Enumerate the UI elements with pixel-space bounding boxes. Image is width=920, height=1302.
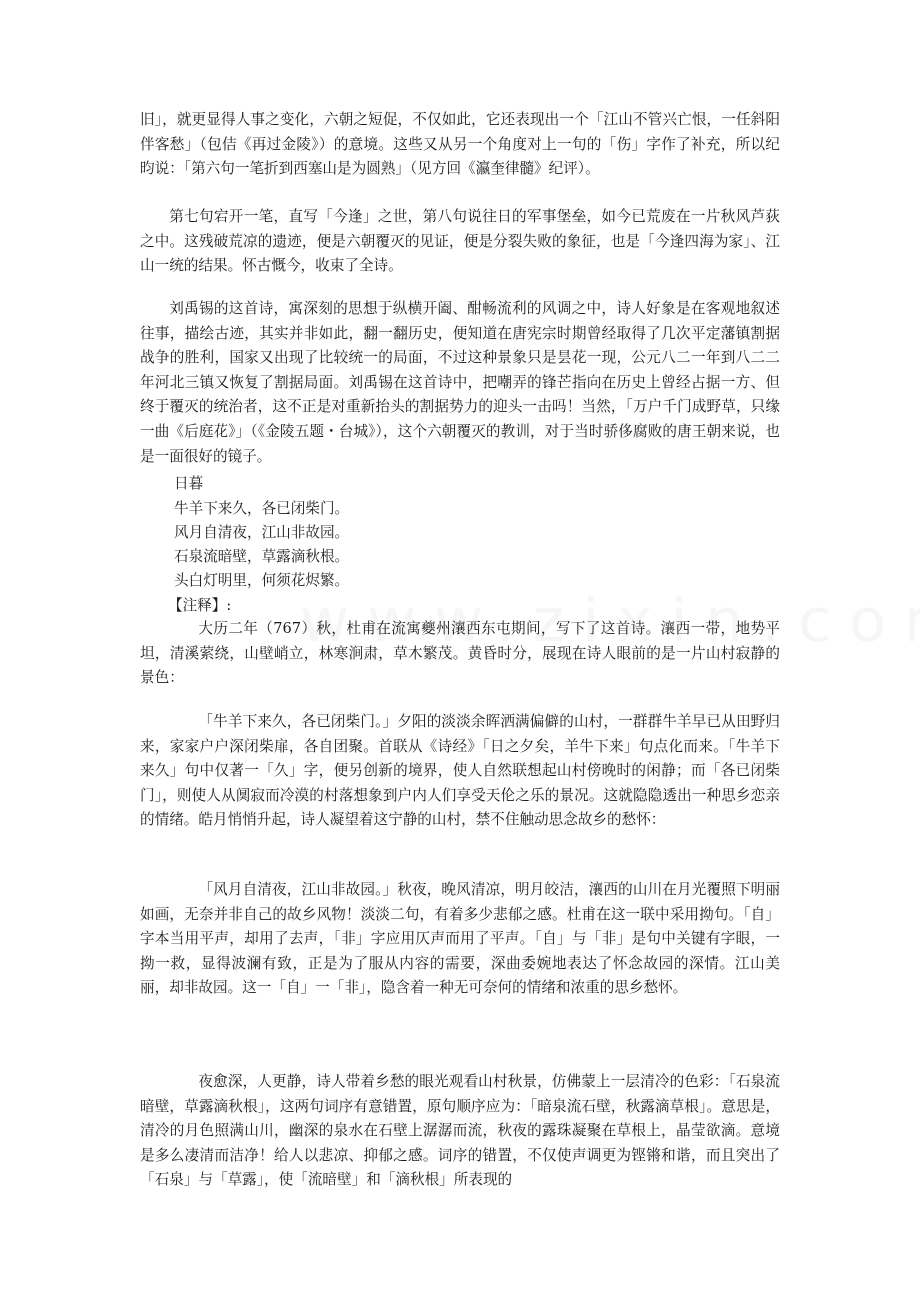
paragraph-2: 第七句宕开一笔，直写「今逢」之世，第八句说往日的军事堡垒，如今已荒废在一片秋风芦荻之中。这残破荒凉的遗迹，便是六朝覆灭的见证，便是分裂失败的象征，也是「今逢四海为家」、江山一统的结果。怀古慨今，收束了全诗。 [140,208,780,275]
paragraph-4: 大历二年（767）秋，杜甫在流寓夔州瀼西东屯期间，写下了这首诗。瀼西一带，地势平坦，清溪萦绕，山壁峭立，林寒涧肃，草木繁茂。黄昏时分，展现在诗人眼前的是一片山村寂静的景色： [140,620,780,687]
poem-line-2: 风月自清夜，江山非故园。 [174,524,350,541]
paragraph-5: 「牛羊下来久，各已闭柴门。」夕阳的淡淡余晖洒满偏僻的山村，一群群牛羊早已从田野归来，家家户户深闭柴扉，各自团聚。首联从《诗经》「日之夕矣，羊牛下来」句点化而来。「牛羊下来久」句中仅著一「久」字，便另创新的境界，使人自然联想起山村傍晚时的闲静；而「各已闭柴门」，则使人从阒寂而冷漠的村落想象到户内人们享受天伦之乐的景况。这就隐隐透出一种思乡恋亲的情绪。皓月悄悄升起，诗人凝望着这宁静的山村，禁不住触动思念故乡的愁怀： [140,713,780,829]
poem-line-4: 头白灯明里，何须花烬繁。 [174,572,350,589]
note-heading: 【注释】: [168,597,232,614]
poem-title: 日暮 [174,475,204,492]
paragraph-3: 刘禹锡的这首诗，寓深刻的思想于纵横开阖、酣畅流利的风调之中，诗人好象是在客观地叙述往事，描绘古迹，其实并非如此，翻一翻历史，便知道在唐宪宗时期曾经取得了几次平定藩镇割据战争的胜利，国家又出现了比较统一的局面，不过这种景象只是昙花一现，公元八二一年到八二二年河北三镇又恢复了割据局面。刘禹锡在这首诗中，把嘲弄的锋芒指向在历史上曾经占据一方、但终于覆灭的统治者，这不正是对重新抬头的割据势力的迎头一击吗！当然，「万户千门成野草，只缘一曲《后庭花》」（《金陵五题・台城》），这个六朝覆灭的教训，对于当时骄侈腐败的唐王朝来说，也是一面很好的镜子。 [140,300,780,465]
paragraph-6: 「风月自清夜，江山非故园。」秋夜，晚风清凉，明月皎洁，瀼西的山川在月光覆照下明丽如画，无奈并非自己的故乡风物！淡淡二句，有着多少悲郁之感。杜甫在这一联中采用拗句。「自」字本当用平声，却用了去声，「非」字应用仄声而用了平声。「自」与「非」是句中关键有字眼，一拗一救，显得波澜有致，正是为了服从内容的需要，深曲委婉地表达了怀念故园的深情。江山美丽，却非故园。这一「自」一「非」，隐含着一种无可奈何的情绪和浓重的思乡愁怀。 [140,881,780,997]
paragraph-1: 旧」，就更显得人事之变化，六朝之短促，不仅如此，它还表现出一个「江山不管兴亡恨，一任斜阳伴客愁」（包佶《再过金陵》）的意境。这些又从另一个角度对上一句的「伤」字作了补充，所以纪昀说：「第六句一笔折到西塞山是为圆熟」（见方回《瀛奎律髓》纪评）。 [140,111,780,178]
paragraph-7: 夜愈深，人更静，诗人带着乡愁的眼光观看山村秋景，仿佛蒙上一层清冷的色彩：「石泉流暗壁，草露滴秋根」，这两句词序有意错置，原句顺序应为：「暗泉流石壁，秋露滴草根」。意思是，清冷的月色照满山川，幽深的泉水在石壁上潺潺而流，秋夜的露珠凝聚在草根上，晶莹欲滴。意境是多么凄清而洁净！给人以悲凉、抑郁之感。词序的错置，不仅使声调更为铿锵和谐，而且突出了「石泉」与「草露」，使「流暗壁」和「滴秋根」所表现的 [140,1073,780,1189]
poem-line-3: 石泉流暗壁，草露滴秋根。 [174,548,350,565]
poem-line-1: 牛羊下来久，各已闭柴门。 [174,500,350,517]
